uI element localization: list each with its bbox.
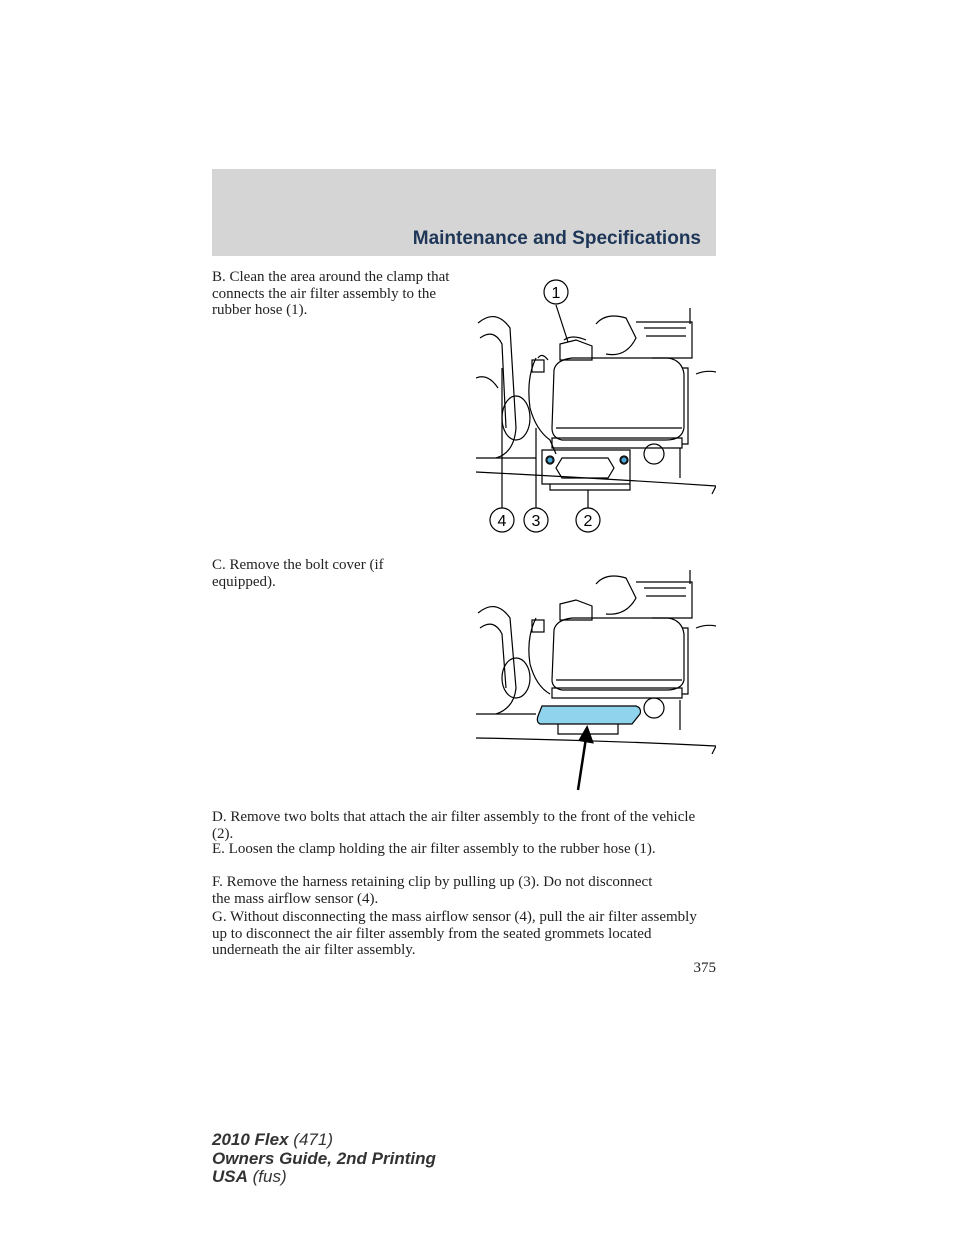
callout-label-2: 2 [583, 513, 593, 530]
bolt-cover-diagram [476, 568, 716, 792]
section-title: Maintenance and Specifications [412, 228, 701, 249]
page-number: 375 [693, 960, 716, 976]
footer-line-model [212, 1131, 436, 1150]
bolt-cover-highlight [537, 706, 640, 724]
footer-market: USA [212, 1167, 248, 1186]
footer-model: 2010 Flex [212, 1130, 289, 1149]
step-c-text: C. Remove the bolt cover (if equipped). [212, 557, 384, 590]
footer [212, 1131, 436, 1187]
callout-label-1: 1 [551, 285, 561, 302]
step-g-text: G. Without disconnecting the mass airflow sensor (4), pull the air filter assembly up to disconnect the air filter assembly from the seated grommets located underneath the air filter assembly. [212, 909, 697, 958]
step-b-text: B. Clean the area around the clamp that connects the air filter assembly to the rubber hose (1). [212, 269, 450, 318]
footer-model-code: (471) [293, 1130, 333, 1149]
section-header-band [212, 169, 716, 256]
air-filter-diagram [476, 278, 716, 540]
bolt-cover-figure [476, 568, 716, 792]
step-f-text: F. Remove the harness retaining clip by pulling up (3). Do not disconnect the mass airflow sensor (4). [212, 874, 653, 907]
footer-line-guide [212, 1150, 436, 1169]
footer-market-code: (fus) [252, 1167, 287, 1186]
footer-line-market [212, 1168, 436, 1187]
callout-label-3: 3 [531, 513, 541, 530]
air-filter-figure-callouts [476, 278, 716, 540]
callout-label-4: 4 [497, 513, 507, 530]
footer-guide: Owners Guide, 2nd Printing [212, 1148, 436, 1168]
step-e-text: E. Loosen the clamp holding the air filter assembly to the rubber hose (1). [212, 841, 656, 857]
step-d-text: D. Remove two bolts that attach the air filter assembly to the front of the vehicle (2). [212, 809, 696, 842]
